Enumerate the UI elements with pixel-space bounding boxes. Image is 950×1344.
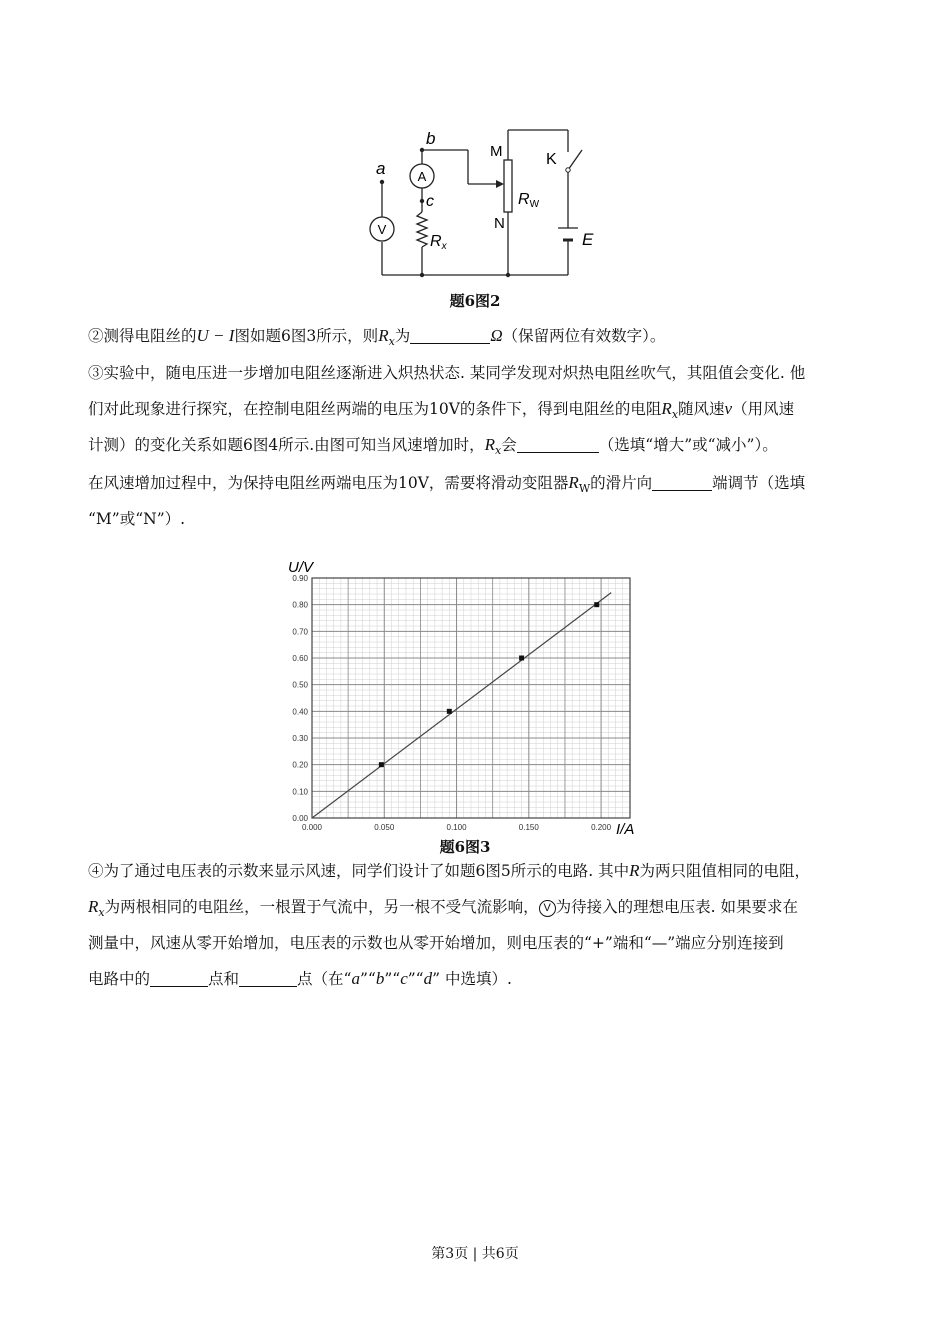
data-point xyxy=(594,602,599,607)
answer-blank-minus[interactable] xyxy=(239,970,297,987)
figure2-caption: 题6图2 xyxy=(449,292,501,310)
x-tick-label: 0.200 xyxy=(591,823,612,832)
question-3-line5: “M”或“N”）. xyxy=(88,510,186,528)
y-tick-label: 0.50 xyxy=(292,680,308,690)
rheostat-M-label: M xyxy=(490,143,503,160)
data-point xyxy=(447,709,452,714)
y-tick-label: 0.80 xyxy=(292,600,308,610)
rheostat-sub-label: W xyxy=(529,199,540,210)
x-tick-label: 0.150 xyxy=(518,823,539,832)
node-c-label: c xyxy=(426,193,434,210)
question-3-line4: 在风速增加过程中，为保持电阻丝两端电压为10V，需要将滑动变阻器$R_W$的滑片向 端调节（选填 xyxy=(88,473,806,495)
battery-E-label: E xyxy=(582,230,594,249)
y-tick-label: 0.40 xyxy=(292,707,308,717)
y-tick-label: 0.00 xyxy=(292,814,308,823)
question-3-line3: 计测）的变化关系如题6图4所示.由图可知当风速增加时，$R_x$会 （选填“增大”或“减小”）。 xyxy=(88,435,778,457)
figure3-caption: 题6图3 xyxy=(439,838,491,856)
rheostat-R-label: R xyxy=(518,191,530,208)
x-axis-label: I/A xyxy=(616,821,635,838)
ui-chart xyxy=(270,552,660,842)
switch-K-label: K xyxy=(546,151,557,168)
y-tick-label: 0.90 xyxy=(292,574,308,583)
rheostat-N-label: N xyxy=(494,215,505,232)
question-4-line4: 电路中的 点和 点（在“a”“b”“c”“d” 中选填）. xyxy=(88,969,512,988)
node-b-label: b xyxy=(426,129,436,148)
y-tick-label: 0.70 xyxy=(292,627,308,637)
question-4-line3: 测量中，风速从零开始增加，电压表的示数也从零开始增加，则电压表的“+”端和“—”端应分别连接到 xyxy=(88,934,784,952)
svg-text:RW xyxy=(518,191,540,210)
y-tick-label: 0.20 xyxy=(292,760,308,770)
rx-R-label: R xyxy=(430,233,442,250)
question-4-line2: $R_x$为两根相同的电阻丝，一根置于气流中，另一根不受气流影响， V 为待接入的理想电压表. 如果要求在 xyxy=(88,897,798,919)
node-a-label: a xyxy=(376,159,386,178)
rx-sub-label: x xyxy=(441,241,447,252)
question-2: ②测得电阻丝的U − I图如题6图3所示，则$R_x$为 Ω（保留两位有效数字）。 xyxy=(88,326,666,348)
page-footer: 第3页 | 共6页 xyxy=(431,1246,519,1262)
ammeter-label: A xyxy=(417,169,427,184)
answer-blank-rx[interactable] xyxy=(410,327,490,344)
fit-line xyxy=(312,593,611,818)
question-4-line1: ④为了通过电压表的示数来显示风速，同学们设计了如题6图5所示的电路. 其中R为两只阻值相同的电阻， xyxy=(88,861,810,880)
data-point xyxy=(519,656,524,661)
y-tick-label: 0.10 xyxy=(292,787,308,797)
x-tick-label: 0.050 xyxy=(374,823,395,832)
x-tick-label: 0.000 xyxy=(301,823,323,832)
data-point xyxy=(379,762,384,767)
svg-text:Rx xyxy=(430,233,448,252)
voltmeter-label: V xyxy=(377,222,387,237)
circuit-diagram xyxy=(360,122,600,302)
y-tick-label: 0.60 xyxy=(292,654,308,663)
x-tick-label: 0.100 xyxy=(446,823,467,832)
answer-blank-trend[interactable] xyxy=(517,436,599,453)
y-tick-label: 0.30 xyxy=(292,734,308,743)
answer-blank-direction[interactable] xyxy=(652,474,712,491)
y-axis-label: U/V xyxy=(288,559,314,576)
question-3-line2: 们对此现象进行探究，在控制电阻丝两端的电压为10V的条件下，得到电阻丝的电阻$R_x$随风速v（用风速 xyxy=(88,399,795,421)
answer-blank-plus[interactable] xyxy=(150,970,208,987)
question-3-line1: ③实验中，随电压进一步增加电阻丝逐渐进入炽热状态. 某同学发现对炽热电阻丝吹气，其阻值会变化. 他 xyxy=(88,364,806,382)
voltmeter-symbol-icon: V xyxy=(539,900,556,917)
